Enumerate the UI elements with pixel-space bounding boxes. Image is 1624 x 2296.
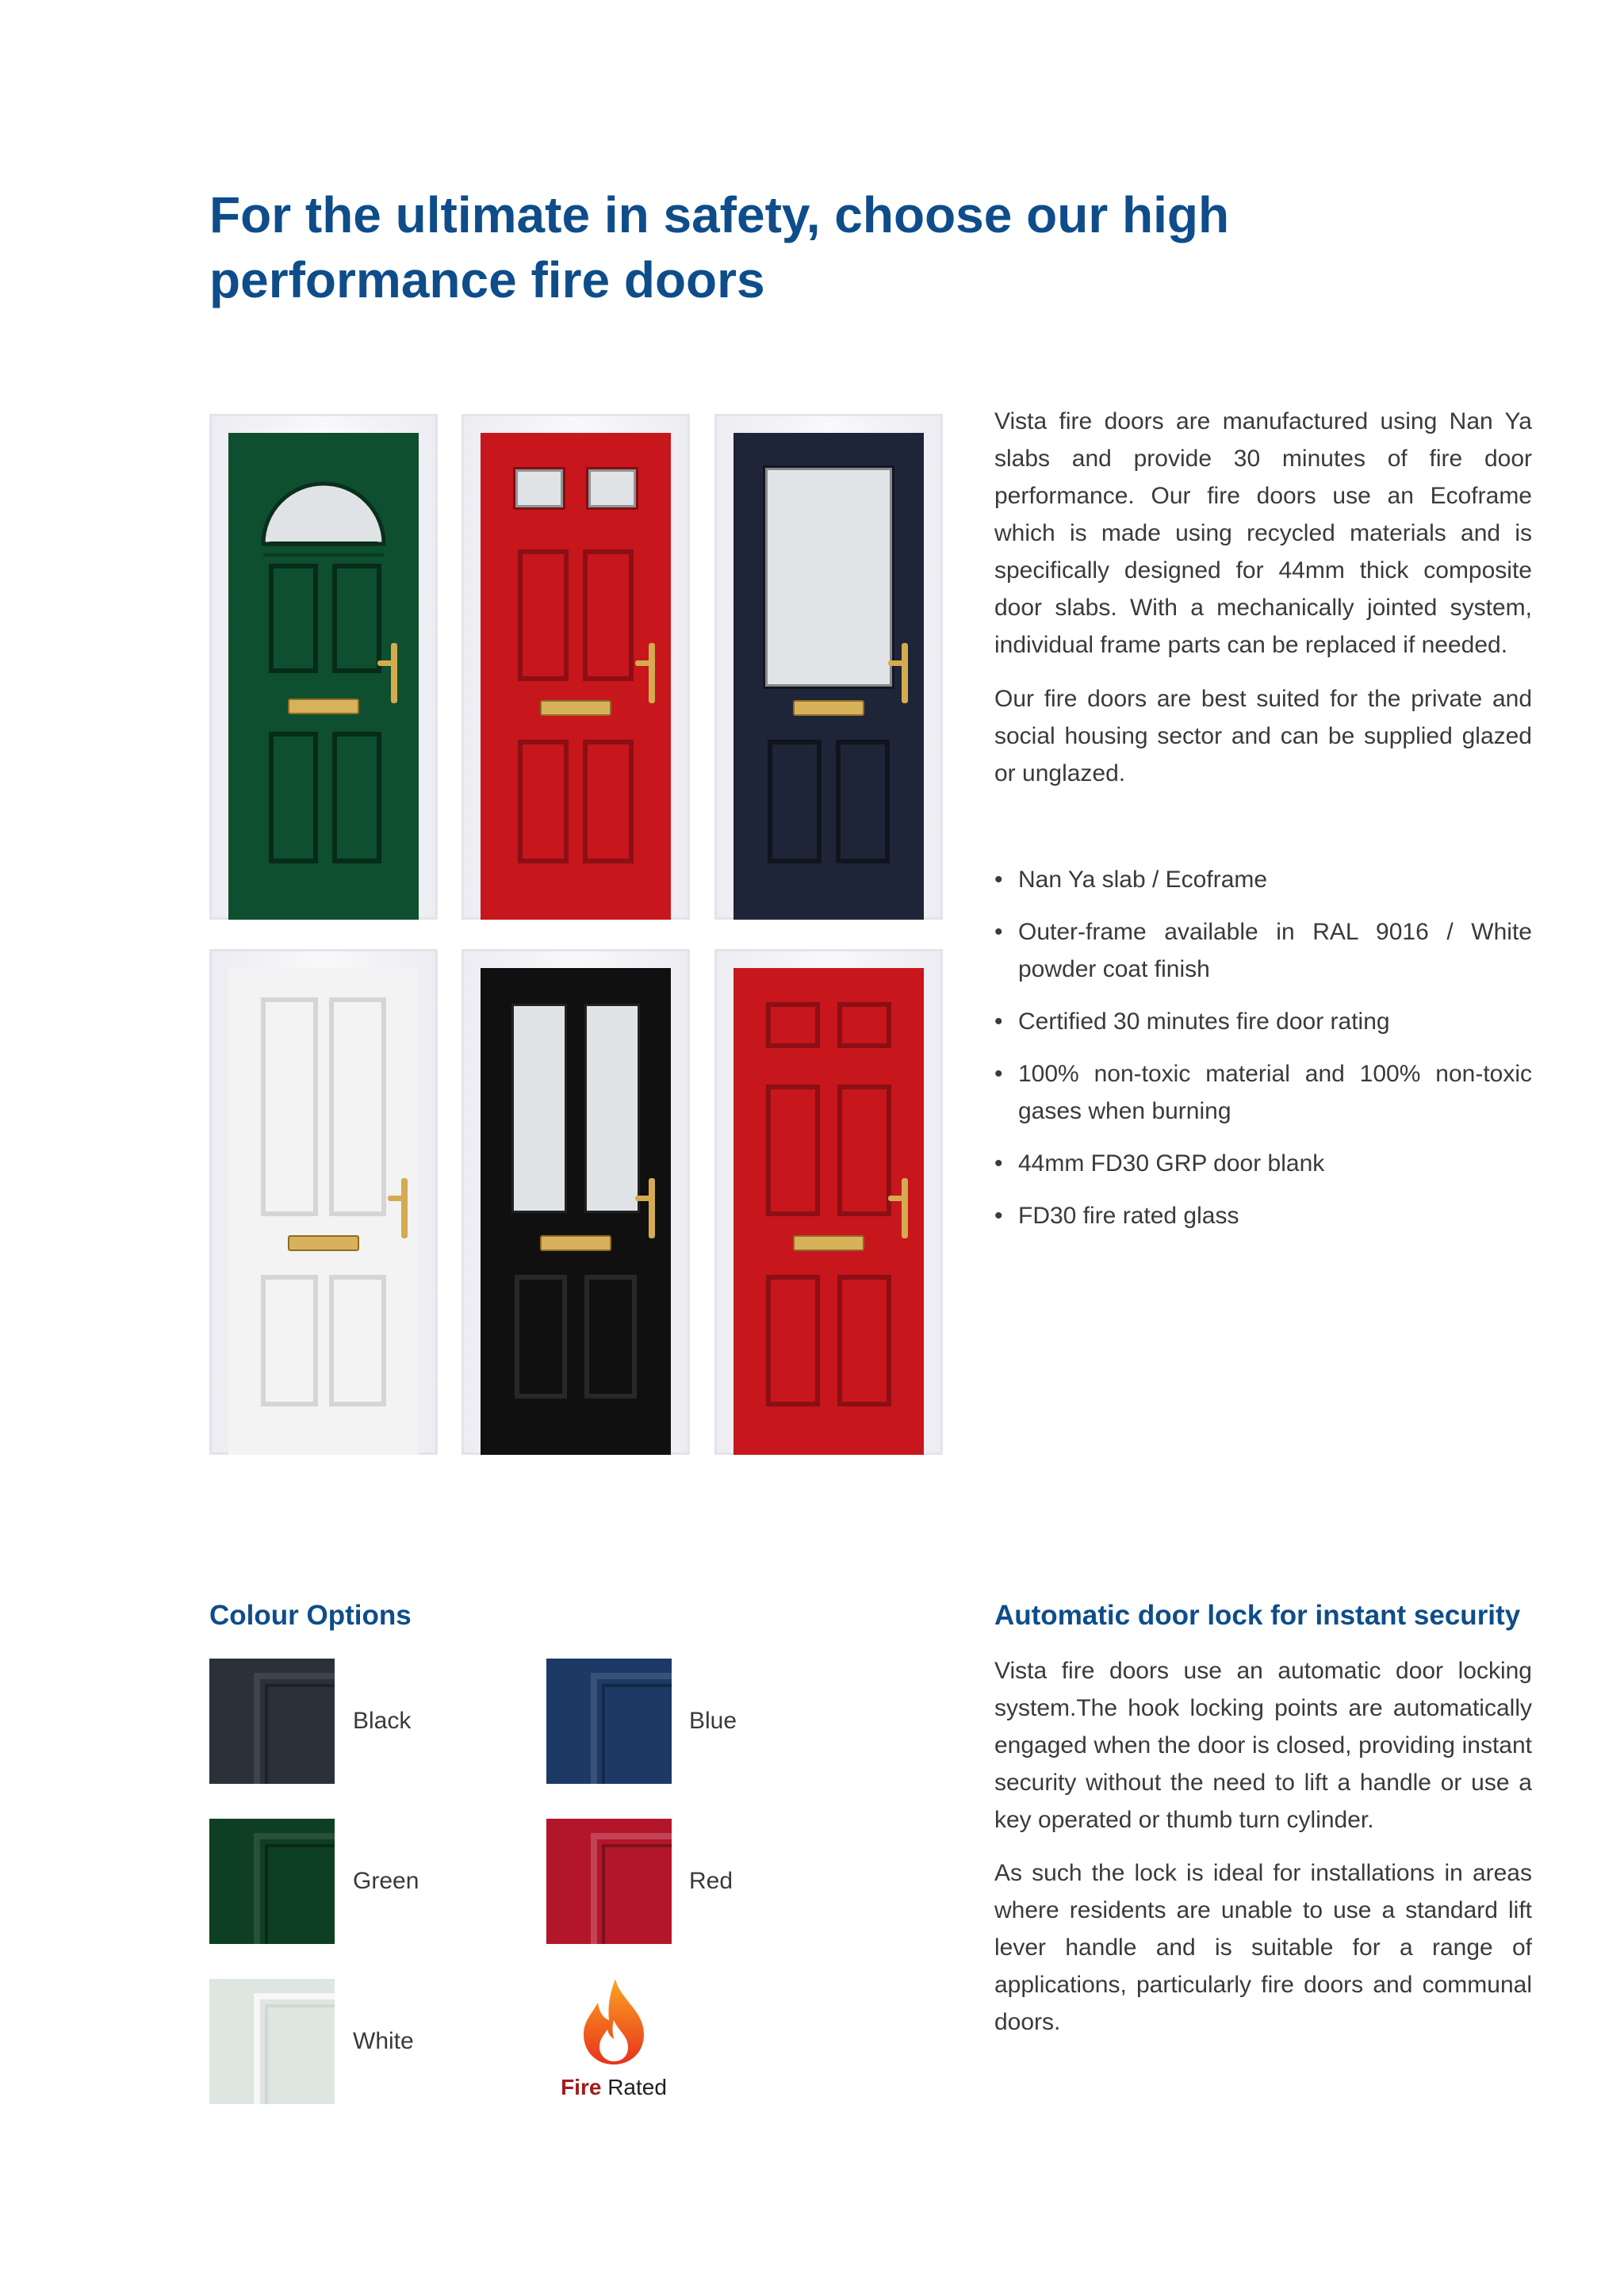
door-red-two-square-image [481, 433, 671, 920]
door-red-six-panel [714, 949, 943, 1455]
intro-paragraph-1: Vista fire doors are manufactured using Nan Ya slabs and provide 30 minutes of fire door performance. Our fire doors use an Ecoframe which is made using recycled materials and is specifically designed for 44mm thick composite door slabs. With a mechanically jointed system, individual frame parts can be replaced if needed. [994, 408, 1532, 658]
lock-paragraph-2: As such the lock is ideal for installations in areas where residents are unable to use a standard lift lever handle and is suitable for a range of applications, particularly fire doors and communal doors. [994, 1860, 1532, 2035]
door-green-halfmoon-image [228, 433, 419, 920]
feature-item: • Outer-frame available in RAL 9016 / White powder coat finish [994, 913, 1532, 988]
flame-icon [574, 1976, 653, 2068]
intro-paragraph-2: Our fire doors are best suited for the private and social housing sector and can be supplied glazed or unglazed. [994, 686, 1532, 786]
door-red-two-square [462, 414, 690, 920]
bullet-icon: • [994, 1203, 1003, 1229]
feature-item: • Nan Ya slab / Ecoframe [994, 861, 1532, 898]
swatch-label-green: Green [353, 1868, 419, 1894]
colour-options-heading: Colour Options [209, 1600, 412, 1631]
door-white-four-panel-image [228, 968, 419, 1455]
swatch-label-black: Black [353, 1708, 412, 1734]
page-title-line-2: performance fire doors [209, 251, 765, 308]
fire-rated-label [555, 2074, 672, 2101]
swatch-label-blue: Blue [689, 1708, 737, 1734]
black-swatch [209, 1659, 335, 1784]
door-red-six-panel-image [733, 968, 924, 1455]
fire-rated-word-fire: Fire [561, 2075, 602, 2099]
door-navy-large-glazed [714, 414, 943, 920]
bullet-icon: • [994, 867, 1003, 893]
feature-item: • 100% non-toxic material and 100% non-toxic gases when burning [994, 1055, 1532, 1130]
green-swatch [209, 1819, 335, 1944]
feature-item: • FD30 fire rated glass [994, 1197, 1532, 1234]
door-black-two-tall-glazed [462, 949, 690, 1455]
feature-item: • 44mm FD30 GRP door blank [994, 1145, 1532, 1182]
red-swatch [546, 1819, 672, 1944]
door-black-two-tall-glazed-image [481, 968, 671, 1455]
blue-swatch [546, 1659, 672, 1784]
bullet-icon: • [994, 1008, 1003, 1035]
lock-paragraph-1: Vista fire doors use an automatic door locking system.The hook locking points are automatically engaged when the door is closed, providing instant security without the need to lift a handle or use a key operated or thumb turn cylinder. [994, 1658, 1532, 1833]
bullet-icon: • [994, 1061, 1003, 1087]
fire-rated-word-rated: Rated [607, 2075, 667, 2099]
feature-item: • Certified 30 minutes fire door rating [994, 1003, 1532, 1040]
lock-section-heading: Automatic door lock for instant security [994, 1600, 1521, 1631]
fire-rated-badge [555, 1976, 672, 2106]
door-navy-large-glazed-image [733, 433, 924, 920]
feature-list [994, 861, 1532, 1249]
bullet-icon: • [994, 1150, 1003, 1177]
swatch-label-red: Red [689, 1868, 733, 1894]
door-white-four-panel [209, 949, 438, 1455]
swatch-label-white: White [353, 2028, 414, 2054]
bullet-icon: • [994, 919, 1003, 945]
door-green-halfmoon [209, 414, 438, 920]
page-title [209, 182, 1320, 312]
page-title-line-1: For the ultimate in safety, choose our high [209, 186, 1230, 243]
white-swatch [209, 1979, 335, 2104]
